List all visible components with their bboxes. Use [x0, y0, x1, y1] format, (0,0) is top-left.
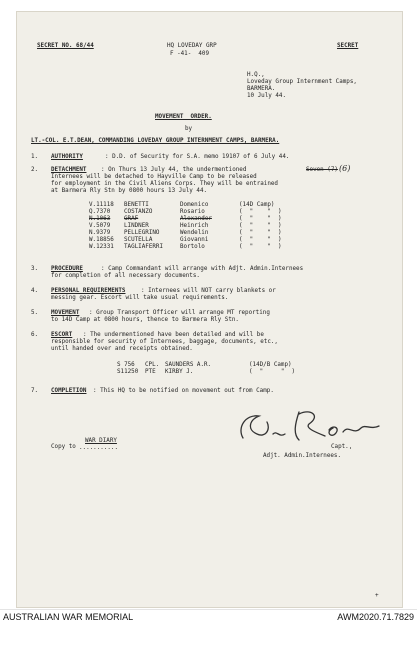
- item-text: Internees will be detached to Hayville Camp to be released: [51, 174, 257, 180]
- item-text: : Group Transport Officer will arrange MT reporting: [89, 310, 270, 316]
- item-text: to 14D Camp at 0800 hours, thence to Barmera Rly Stn.: [51, 317, 239, 323]
- internee-number: W.18856: [89, 237, 114, 243]
- signature: [229, 400, 389, 450]
- escort-camp: ( " " ): [249, 369, 296, 375]
- copy-to-label: Copy to: [51, 444, 76, 450]
- item-number: 6.: [31, 332, 39, 338]
- internee-number: Q.7370: [89, 209, 111, 215]
- item-text: for completion of all necessary documents.: [51, 273, 200, 279]
- address-line: BARMERA.: [247, 86, 276, 92]
- item-heading: DETACHMENT: [51, 167, 87, 173]
- item-text: : This HQ to be notified on movement out from Camp.: [93, 388, 274, 394]
- internee-camp: ( " " ): [239, 223, 282, 229]
- item-text: at Barmera Rly Stn by 0800 hours 13 July 44.: [51, 188, 208, 194]
- document-title: MOVEMENT ORDER.: [155, 114, 212, 120]
- internee-camp: ( " " ): [239, 244, 282, 250]
- escort-name: KIRBY J.: [165, 369, 194, 375]
- item-text: : Internees will NOT carry blankets or: [141, 288, 276, 294]
- escort-number: S11250: [117, 369, 139, 375]
- item-text: for employment in the Civil Aliens Corps. They will be entrained: [51, 181, 278, 187]
- document-page: [16, 11, 403, 608]
- classification: SECRET: [337, 43, 359, 49]
- secret-number: SECRET NO. 68/44: [37, 43, 94, 49]
- escort-name: SAUNDERS A.R.: [165, 362, 212, 368]
- item-heading: COMPLETION: [51, 388, 87, 394]
- internee-surname: LINDNER: [124, 223, 149, 229]
- signatory-rank: Capt.,: [331, 444, 353, 450]
- internee-camp: ( " " ): [239, 209, 282, 215]
- signatory-title: Adjt. Admin.Internees.: [263, 453, 342, 459]
- item-heading: AUTHORITY: [51, 154, 83, 160]
- struck-text: Seven (7): [306, 167, 338, 173]
- internee-given: Giovanni: [180, 237, 209, 243]
- internee-given: Rosario: [180, 209, 205, 215]
- footer-accession-number: AWM2020.71.7829: [337, 612, 414, 622]
- hq-label: HQ LOVEDAY GRP: [167, 43, 217, 49]
- internee-surname: BENETTI: [124, 202, 149, 208]
- copy-to-recipient: WAR DIARY: [85, 438, 117, 444]
- address-line: Loveday Group Internment Camps,: [247, 79, 357, 85]
- internee-surname: PELLEGRINO: [124, 230, 160, 236]
- internee-camp: ( " " ): [239, 230, 282, 236]
- handwritten-insert: (6): [339, 164, 351, 173]
- internee-camp: ( " " ): [239, 237, 282, 243]
- item-number: 2.: [31, 167, 39, 173]
- by-label: by: [185, 126, 193, 132]
- item-number: 5.: [31, 310, 39, 316]
- item-number: 3.: [31, 266, 39, 272]
- item-number: 1.: [31, 154, 39, 160]
- internee-given: Domenico: [180, 202, 209, 208]
- internee-surname: COSTANZO: [124, 209, 153, 215]
- address-line: H.Q.,: [247, 72, 265, 78]
- internee-surname: SCUTELLA: [124, 237, 153, 243]
- internee-camp: ( " " ): [239, 216, 282, 222]
- item-heading: MOVEMENT: [51, 310, 80, 316]
- item-heading: PROCEDURE: [51, 266, 83, 272]
- item-text: : The undermentioned have been detailed and will be: [83, 332, 264, 338]
- internee-given: Bortolo: [180, 244, 205, 250]
- signature-scrawl: [229, 400, 389, 450]
- file-reference: F -41- 409: [170, 51, 210, 57]
- item-heading: PERSONAL REQUIREMENTS: [51, 288, 126, 294]
- footer-institution: AUSTRALIAN WAR MEMORIAL: [3, 612, 134, 622]
- escort-rank: PTE: [145, 369, 156, 375]
- issuer-line: LT.-COL. E.T.DEAN, COMMANDING LOVEDAY GROUP INTERNMENT CAMPS, BARMERA.: [31, 138, 280, 144]
- escort-camp: (14D/B Camp): [249, 362, 292, 368]
- internee-number: W.12331: [89, 244, 114, 250]
- internee-number: V.11118: [89, 202, 114, 208]
- internee-given: Wendelin: [180, 230, 209, 236]
- item-number: 4.: [31, 288, 39, 294]
- internee-camp: (14D Camp): [239, 202, 275, 208]
- internee-given: Alexander: [180, 216, 212, 222]
- item-text: : Camp Commandant will arrange with Adjt. Admin.Internees: [101, 266, 304, 272]
- escort-rank: CPL.: [145, 362, 160, 368]
- item-text: until handed over and receipts obtained.: [51, 346, 193, 352]
- internee-number: N.1063: [89, 216, 111, 222]
- item-text: messing gear. Escort will take usual requirements.: [51, 295, 229, 301]
- item-text: responsible for security of Internees, baggage, documents, etc.,: [51, 339, 278, 345]
- page-mark: +: [375, 592, 379, 599]
- item-number: 7.: [31, 388, 39, 394]
- escort-number: S 756: [117, 362, 135, 368]
- item-text: : D.D. of Security for S.A. memo 19107 of 6 July 44.: [105, 154, 290, 160]
- internee-surname: TAGLIAFERRI: [124, 244, 164, 250]
- item-text: : On Thurs 13 July 44, the undermentioned: [101, 167, 247, 173]
- internee-surname: GRAF: [124, 216, 139, 222]
- internee-given: Heinrich: [180, 223, 209, 229]
- copy-to-dots: ...........: [79, 445, 119, 451]
- internee-number: N.9379: [89, 230, 111, 236]
- address-date: 10 July 44.: [247, 93, 287, 99]
- internee-number: V.5079: [89, 223, 111, 229]
- footer-divider: [0, 609, 417, 610]
- item-heading: ESCORT: [51, 332, 73, 338]
